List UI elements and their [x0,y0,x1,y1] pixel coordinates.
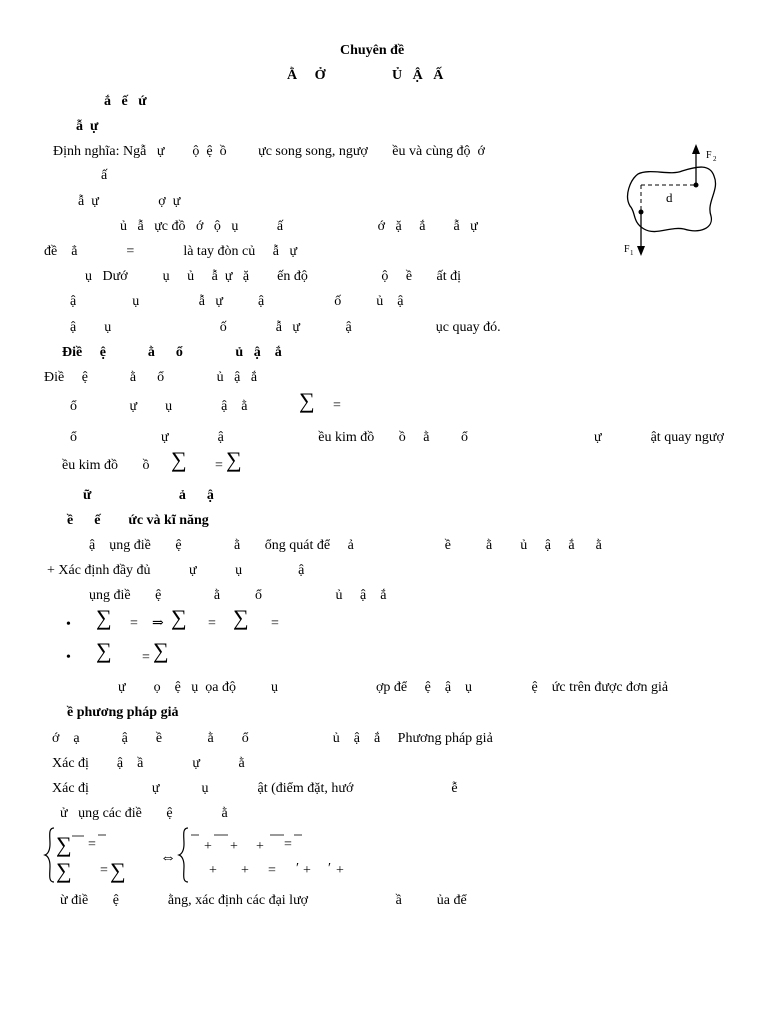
sum-symbol: ∑ [56,858,72,883]
equals-sign: = [100,863,108,878]
bullet: • [66,650,71,665]
sum-symbol: ∑ [299,388,315,413]
equation-system [44,826,364,884]
sum-symbol: ∑ [96,638,112,663]
prime-mark: ′ [296,861,300,876]
application-point-1 [639,210,644,215]
equivalence-arrow: ⇔ [160,849,176,866]
text-line: ấ [101,168,108,183]
text-line: ừ điề ệ ằng, xác định các đại lượ ầ ủa để [60,893,467,908]
chapter-heading: Ằ Ở Ủ Ậ Ấ [287,68,444,83]
text-line: ủ ẫ ực đồ ớ ộ ụ ấ ớ ặ ắ ẫ ự [120,219,478,234]
equals-sign: = [88,837,96,852]
text-line: Xác đị ự ụ ật (điểm đặt, hướ ễ [52,781,458,796]
left-brace [45,828,54,882]
text-line: ổ ự ụ ậ ằ [70,399,248,414]
equals-sign: = [271,616,279,631]
force-f1-arrowhead [637,246,645,256]
equals-sign: = [130,616,138,631]
text-line: ụng điề ệ ằ ổ ủ ậ ắ [89,588,387,603]
plus-sign: + [241,863,249,878]
sum-symbol: ∑ [233,605,249,630]
document-title: Chuyên đề [340,43,405,58]
section-heading-skills: ề ế ức và kĩ năng [67,513,209,528]
text-line: Xác đị ậ ầ ự ằ [52,756,245,771]
equals-sign: = [268,863,276,878]
equals-sign: = [208,616,216,631]
text-line: + Xác định đầy đủ ự ụ ậ [47,563,305,578]
text-line: ự ọ ệ ụ ọa độ ụ ợp để ệ ậ ụ ệ ức trên được đơn giả [118,680,669,695]
equals-sign: = [333,398,341,413]
left-brace [179,828,188,882]
plus-sign: + [209,863,217,878]
subheading-note: ữ ả ậ [83,488,214,503]
text-line: ử ụng các điề ệ ằ [60,806,228,821]
equals-sign: = [142,650,150,665]
text-line: ớ ạ ậ ề ằ ổ ủ ậ ắ Phương pháp giả [52,731,493,746]
force-f2-arrowhead [692,144,700,154]
section-heading-knowledge: ắ ế ứ [104,94,147,109]
sum-symbol: ∑ [110,858,126,883]
sum-symbol: ∑ [56,832,72,857]
text-line: ều kim đồ ồ [62,458,150,473]
equals-sign: = [284,837,292,852]
bullet: • [66,617,71,632]
application-point-2 [694,183,699,188]
prime-mark: ′ [328,861,332,876]
text-line: ậ ụng điề ệ ằ ổng quát để ả ề ằ ủ ậ ắ ằ [89,538,602,553]
sum-symbol: ∑ [226,447,242,472]
label-f1-sub: 1 [630,249,634,257]
label-d: d [666,190,673,205]
label-f2: F [706,150,712,161]
subheading-method: ề phương pháp giả [67,705,179,720]
implies-arrow: ⇒ [152,616,164,631]
sum-symbol: ∑ [171,447,187,472]
equals-sign: = [215,458,223,473]
text-line: Điề ệ ằ ổ ủ ậ ắ [44,370,258,385]
subheading-couple: ẫ ự [76,119,99,134]
text-line: ẫ ự ợ ự [78,194,181,209]
text-line: đề ẳ = là tay đòn củ ẫ ự [44,244,298,259]
sum-symbol: ∑ [171,605,187,630]
sum-symbol: ∑ [96,605,112,630]
label-f2-sub: 2 [713,155,717,163]
plus-sign: + [336,863,344,878]
text-line: ậ ụ ẫ ự ậ ố ủ ậ [70,294,404,309]
subheading-equilibrium: Điề ệ ằ ổ ủ ậ ắ [62,345,282,360]
label-f1: F [624,244,630,255]
plus-sign: + [204,839,212,854]
text-line: ụ Dướ ụ ủ ẫ ự ặ ến độ ộ ề ất đị [85,269,462,284]
text-line: ổ ự ậ ều kim đồ ồ ằ ổ ự ật quay ngượ [70,430,724,445]
sum-symbol: ∑ [153,638,169,663]
plus-sign: + [230,839,238,854]
definition-line: Định nghĩa: Ngẫ ự ộ ệ ồ ực song song, ngượ ều và cùng độ ớ [53,144,485,159]
plus-sign: + [256,839,264,854]
text-line: ậ ụ ố ẫ ự ậ ục quay đó. [70,320,501,335]
plus-sign: + [303,863,311,878]
couple-figure [610,140,740,265]
